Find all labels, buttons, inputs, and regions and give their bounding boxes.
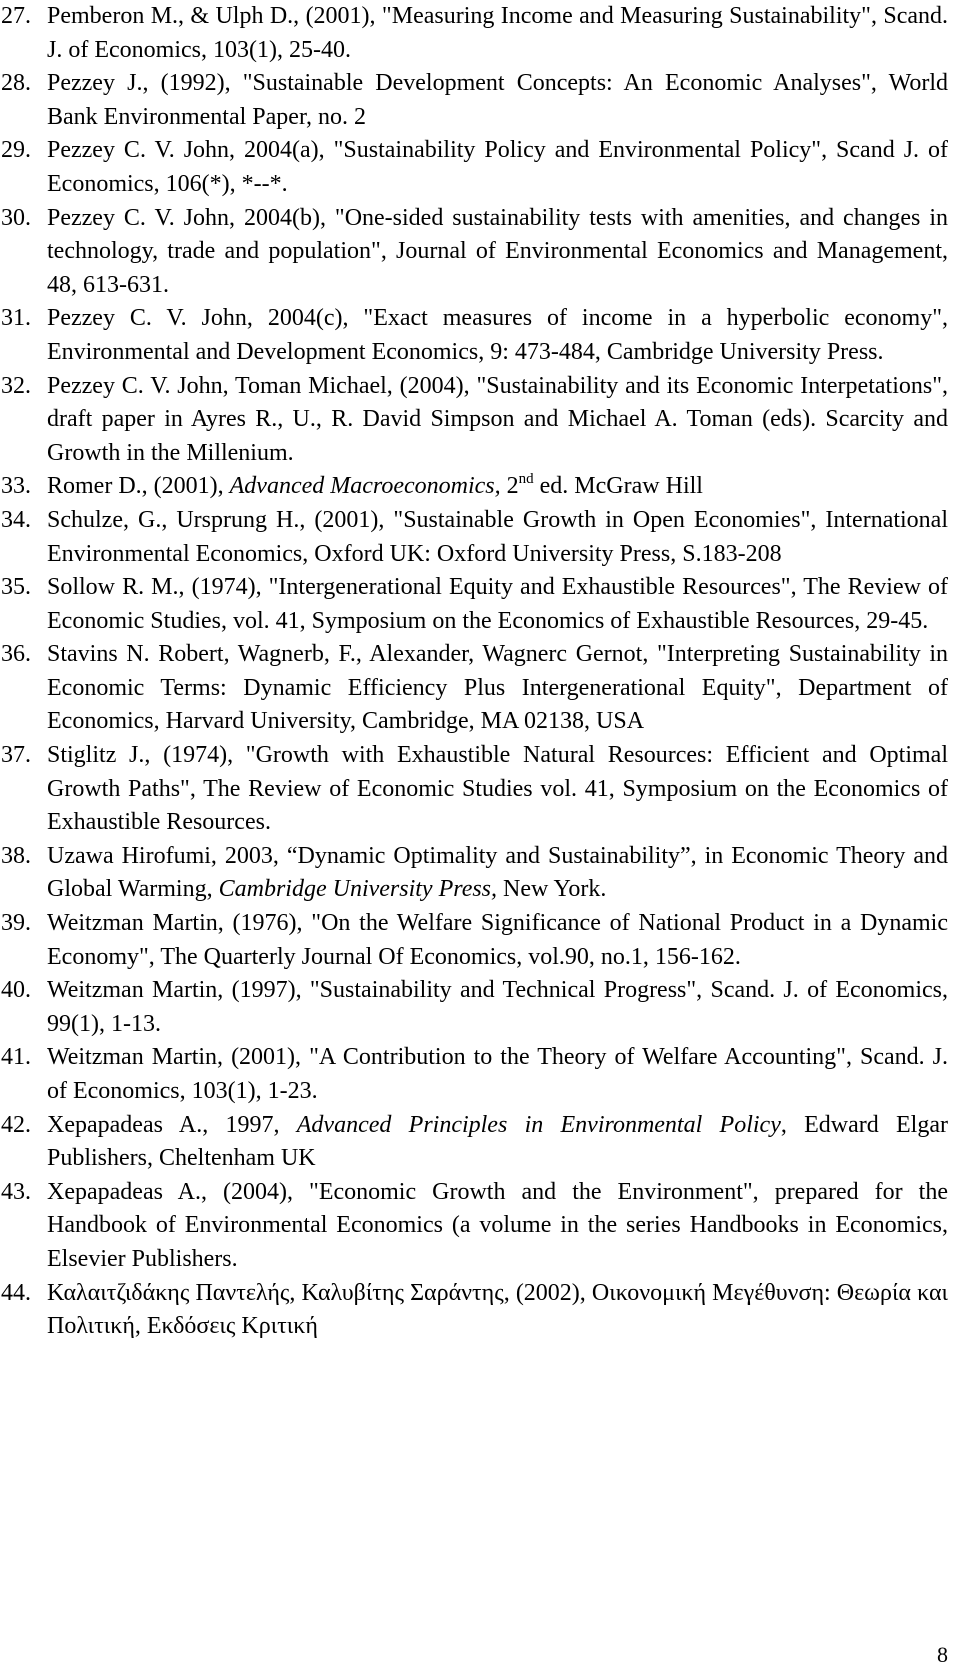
reference-text: Pezzey J., (1992), "Sustainable Development Concepts: An Economic Analyses", World Bank Environmental Paper, no. 2 [47,70,948,130]
reference-item [0,571,948,638]
reference-number: 27. [1,3,31,29]
reference-text-part: Romer D., (2001), [47,473,230,500]
reference-text: Weitzman Martin, (1976), "On the Welfare Significance of National Product in a Dynamic Economy", The Quarterly Journal Of Economics, vol.90, no.1, 156-162. [47,910,948,970]
reference-item [0,134,948,201]
reference-text-part: Uzawa Hirofumi, 2003, “Dynamic Optimality and Sustainability”, in Economic Theory and Global Warming, [47,842,948,903]
reference-text: Pemberon M., & Ulph D., (2001), "Measuring Income and Measuring Sustainability", Scand. J. of Economics, 103(1), 25-40. [47,3,948,63]
reference-item [0,0,948,67]
reference-text-part: , Edward Elgar Publishers, Cheltenham UK [47,1111,948,1172]
reference-item [0,202,948,303]
reference-item [0,302,948,369]
reference-number: 35. [1,574,31,601]
reference-item [0,1176,948,1277]
reference-number: 38. [1,842,31,869]
reference-item [0,370,948,471]
reference-publisher: Cambridge University Press, [218,876,498,903]
reference-number: 37. [1,742,31,769]
reference-number: 34. [1,506,31,533]
reference-number: 41. [1,1044,31,1071]
reference-text-part: New York. [497,876,607,903]
page-number: 8 [937,1642,948,1667]
reference-number: 44. [1,1279,31,1306]
reference-text: Pezzey C. V. John, Toman Michael, (2004), "Sustainability and its Economic Interpetations", draft paper in Ayres R., U., R. David Simpson and Michael A. Toman (eds). Scarcity and Growth in the Millenium. [47,372,948,466]
reference-item [0,638,948,739]
reference-item [0,470,948,504]
reference-book-title: Advanced Principles in Environmental Policy [296,1111,781,1138]
reference-text: Sollow R. M., (1974), "Intergenerational Equity and Exhaustible Resources", The Review of Economic Studies, vol. 41, Symposium on the Economics of Exhaustible Resources, 29-45. [47,574,948,634]
reference-item [0,840,948,907]
reference-item [0,67,948,134]
reference-text: Weitzman Martin, (1997), "Sustainability and Technical Progress", Scand. J. of Economics, 99(1), 1-13. [47,977,948,1037]
reference-number: 28. [1,70,31,97]
superscript: nd [518,471,534,488]
reference-number: 30. [1,204,31,231]
reference-text: Pezzey C. V. John, 2004(a), "Sustainability Policy and Environmental Policy", Scand J. of Economics, 106(*), *--*. [47,137,948,197]
reference-text: Schulze, G., Ursprung H., (2001), "Sustainable Growth in Open Economies", International Environmental Economics, Oxford UK: Oxford University Press, S.183-208 [47,506,948,567]
reference-item [0,739,948,840]
reference-text: Xepapadeas A., (2004), "Economic Growth and the Environment", prepared for the Handbook of Environmental Economics (a volume in the series Handbooks in Economics, Elsevier Publishers. [47,1178,948,1272]
reference-number: 36. [1,641,31,668]
reference-text-part: 2 [500,473,519,500]
reference-number: 32. [1,372,31,399]
reference-item [0,974,948,1041]
reference-number: 42. [1,1111,31,1138]
reference-number: 31. [1,305,31,332]
reference-item [0,1109,948,1176]
reference-number: 39. [1,910,31,937]
reference-item [0,1277,948,1344]
reference-text-part: Xepapadeas A., 1997, [47,1111,297,1138]
reference-number: 29. [1,137,31,164]
reference-number: 43. [1,1178,31,1205]
reference-text: Καλαιτζιδάκης Παντελής, Καλυβίτης Σαράντης, (2002), Οικονομική Μεγέθυνση: Θεωρία και Πολιτική, Εκδόσεις Κριτική [47,1279,948,1340]
reference-number: 33. [1,473,31,500]
reference-text: Stiglitz J., (1974), "Growth with Exhaustible Natural Resources: Efficient and Optimal Growth Paths", The Review of Economic Studies vol. 41, Symposium on the Economics of Exhaustible Resources. [47,742,948,836]
reference-text: Pezzey C. V. John, 2004(b), "One-sided sustainability tests with amenities, and changes in technology, trade and population", Journal of Environmental Economics and Management, 48, 613-631. [47,204,948,298]
reference-text: Pezzey C. V. John, 2004(c), "Exact measures of income in a hyperbolic economy", Environmental and Development Economics, 9: 473-484, Cambridge University Press. [47,305,948,365]
reference-text: Stavins N. Robert, Wagnerb, F., Alexander, Wagnerc Gernot, "Interpreting Sustainability in Economic Terms: Dynamic Efficiency Plus Intergenerational Equity", Department of Economics, Harvard University, Cambridge, MA 02138, USA [47,641,948,735]
reference-item [0,907,948,974]
reference-item [0,1041,948,1108]
reference-book-title: Advanced Macroeconomics, [229,473,501,500]
reference-number: 40. [1,977,31,1004]
reference-item [0,504,948,571]
reference-text-part: ed. McGraw Hill [533,473,703,500]
reference-text: Weitzman Martin, (2001), "A Contribution to the Theory of Welfare Accounting", Scand. J. of Economics, 103(1), 1-23. [47,1044,948,1104]
